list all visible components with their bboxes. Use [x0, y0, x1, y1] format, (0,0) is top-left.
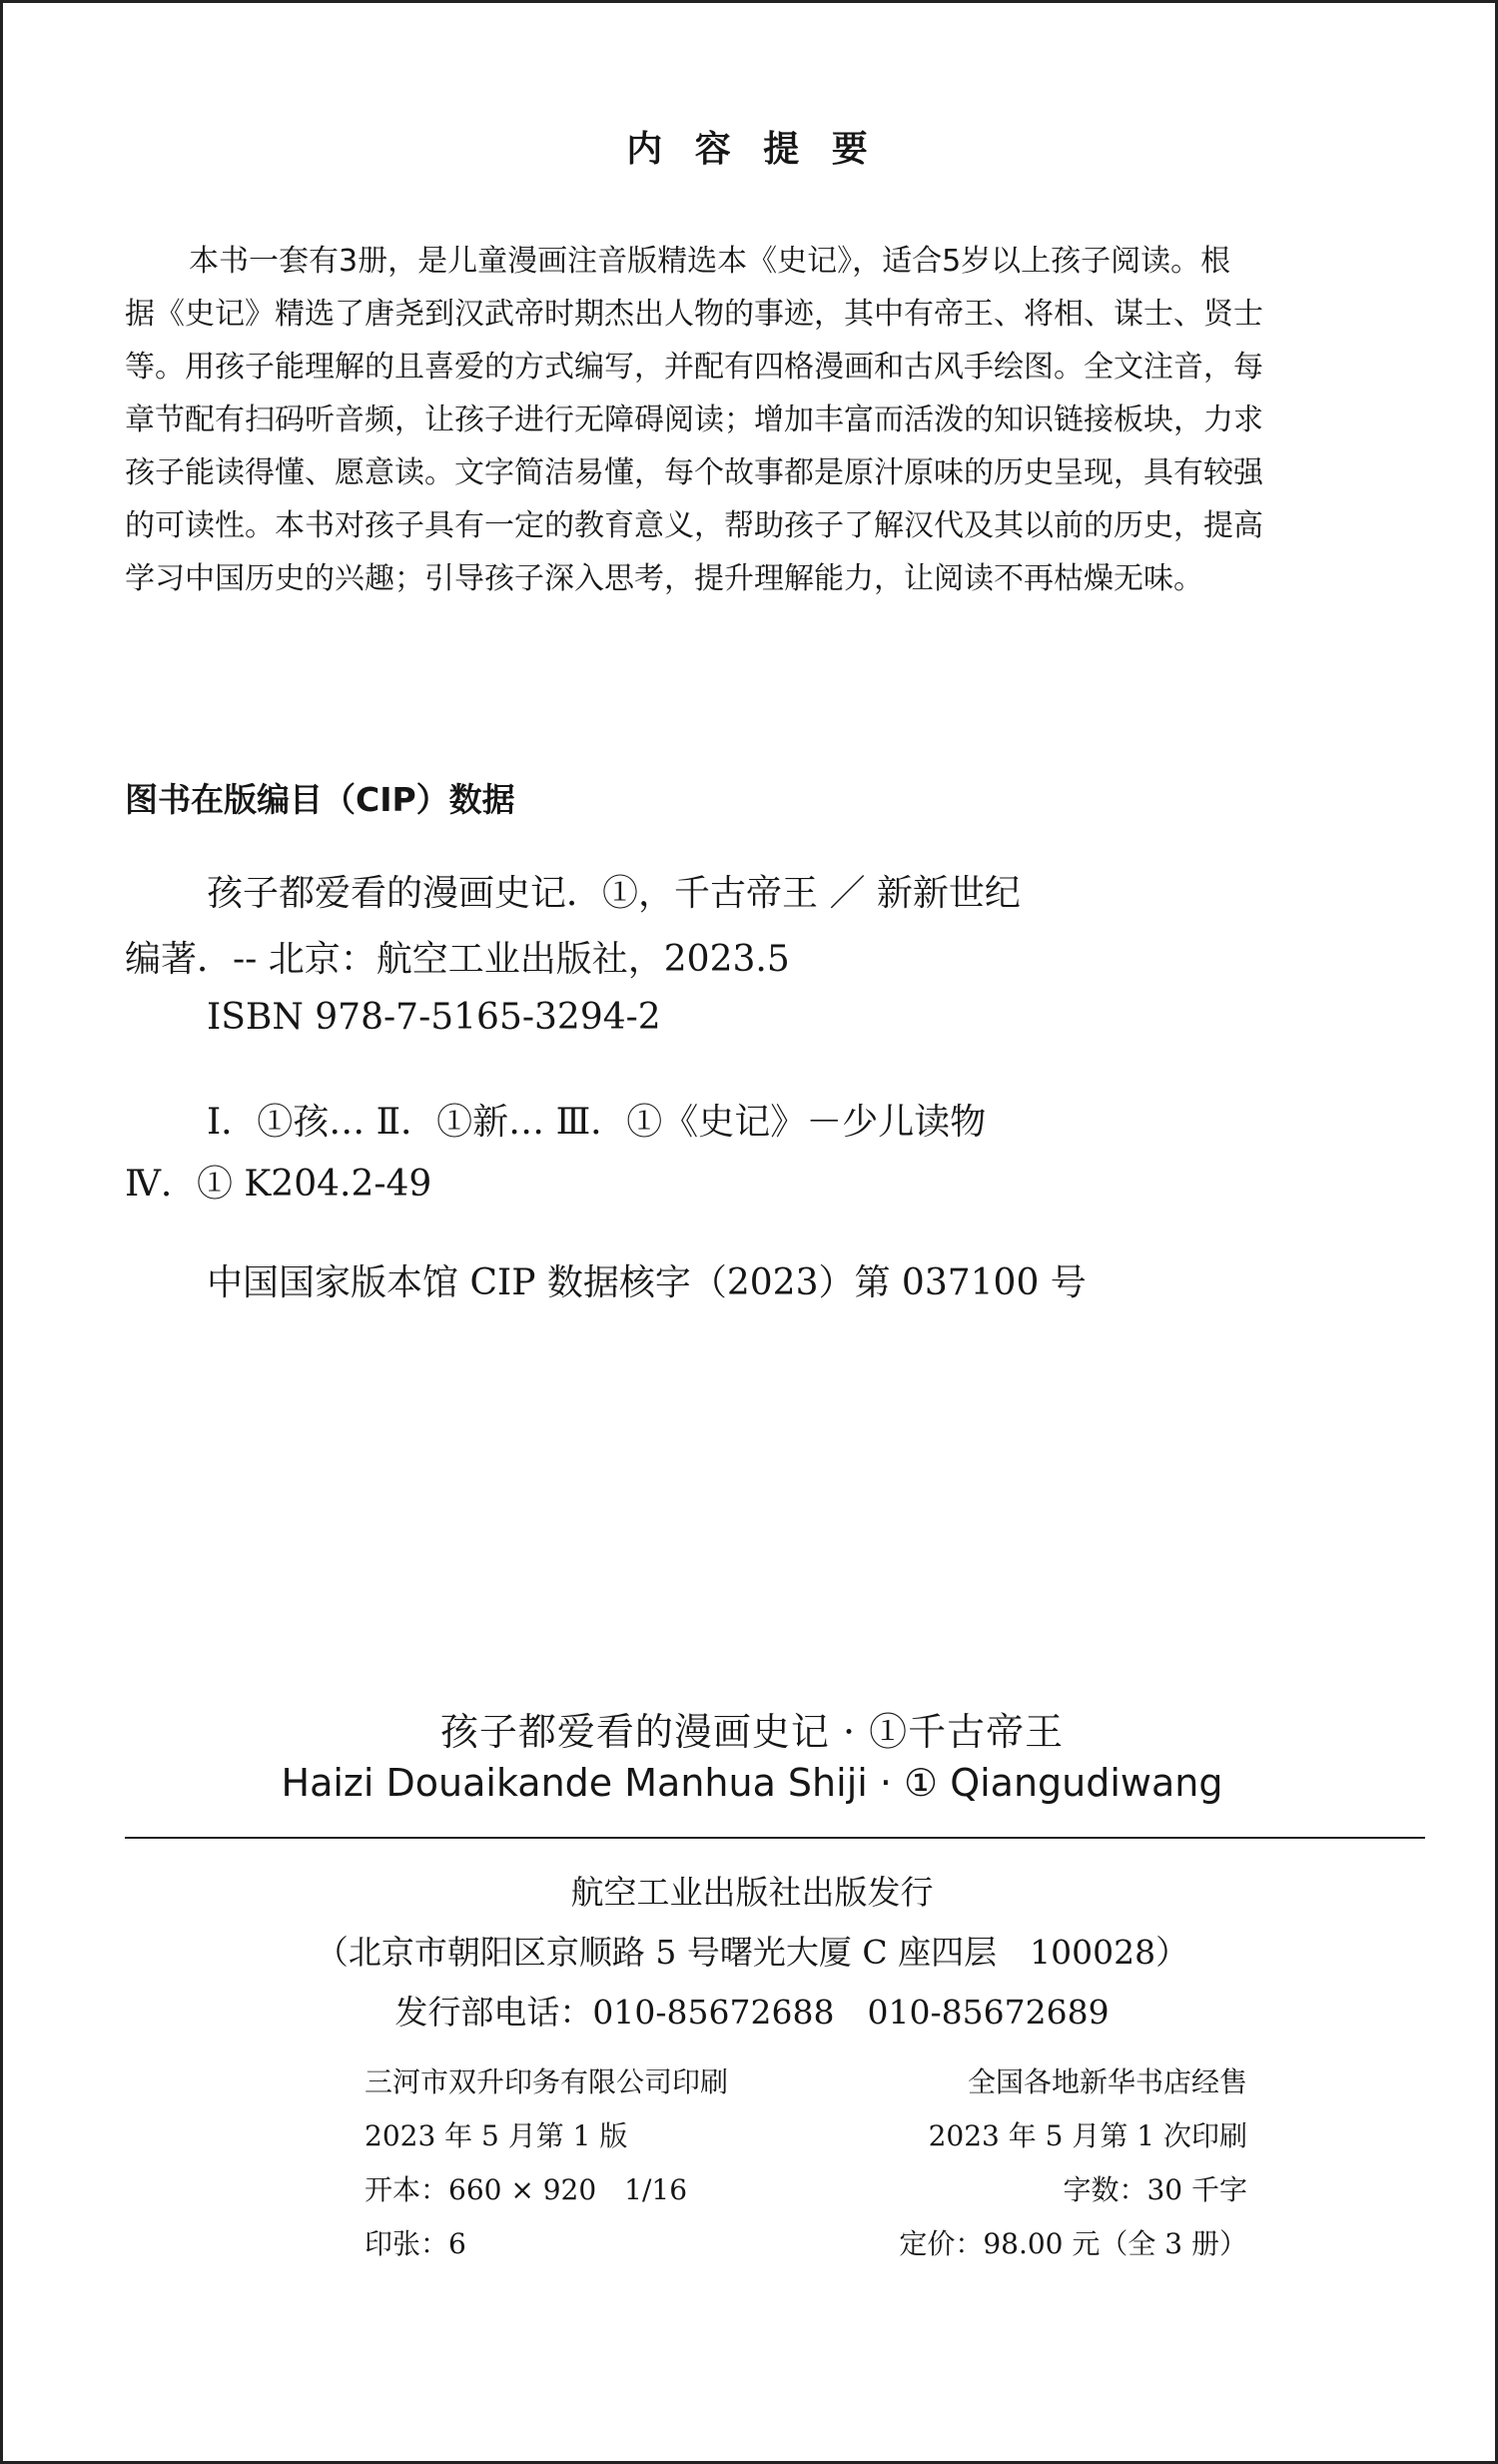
printing: 2023 年 5 月第 1 次印刷 [928, 2119, 1247, 2152]
cip-title-line: 编著．-- 北京：航空工业出版社，2023.5 [125, 939, 790, 980]
summary-line: 据《史记》精选了唐尧到汉武帝时期杰出人物的事迹，其中有帝王、将相、谋士、贤士 [125, 297, 1263, 332]
printer: 三河市双升印务有限公司印刷 [365, 2065, 729, 2098]
summary-body [125, 235, 1423, 605]
book-title-pinyin: Haizi Douaikande Manhua Shiji · ① Qiangudiwang [281, 1761, 1223, 1805]
word-count: 字数：30 千字 [1063, 2173, 1247, 2206]
seller: 全国各地新华书店经售 [967, 2065, 1247, 2098]
printed-sheets: 印张：6 [365, 2227, 466, 2260]
publisher-address: （北京市朝阳区京顺路 5 号曙光大厦 C 座四层 100028） [315, 1933, 1189, 1972]
cip-isbn: ISBN 978-7-5165-3294-2 [207, 997, 661, 1038]
summary-line: 的可读性。本书对孩子具有一定的教育意义，帮助孩子了解汉代及其以前的历史，提高 [125, 508, 1263, 543]
summary-heading: 内 容 提 要 [626, 129, 878, 170]
summary-line: 孩子能读得懂、愿意读。文字简洁易懂，每个故事都是原汁原味的历史呈现，具有较强 [125, 455, 1263, 490]
summary-line: 章节配有扫码听音频，让孩子进行无障碍阅读；增加丰富而活泼的知识链接板块，力求 [125, 403, 1263, 437]
cip-classification: Ⅳ．① K204.2-49 [125, 1164, 432, 1205]
cip-record-number: 中国国家版本馆 CIP 数据核字（2023）第 037100 号 [207, 1262, 1087, 1303]
book-title-chinese: 孩子都爱看的漫画史记 · ①千古帝王 [439, 1710, 1065, 1754]
price: 定价：98.00 元（全 3 册） [899, 2227, 1247, 2260]
cip-title-line: 孩子都爱看的漫画史记．①，千古帝王 ／ 新新世纪 [207, 873, 1021, 914]
publisher-phone: 发行部电话：010-85672688 010-85672689 [394, 1993, 1110, 2032]
edition: 2023 年 5 月第 1 版 [365, 2119, 628, 2152]
format: 开本：660 × 920 1/16 [365, 2173, 688, 2206]
summary-line: 学习中国历史的兴趣；引导孩子深入思考，提升理解能力，让阅读不再枯燥无味。 [125, 561, 1203, 596]
divider-line [125, 1837, 1425, 1839]
summary-line: 等。用孩子能理解的且喜爱的方式编写，并配有四格漫画和古风手绘图。全文注音，每 [125, 350, 1263, 385]
cip-classification: Ⅰ．①孩… Ⅱ．①新… Ⅲ．①《史记》－少儿读物 [207, 1102, 987, 1143]
summary-line: 本书一套有3册，是儿童漫画注音版精选本《史记》，适合5岁以上孩子阅读。根 [189, 244, 1231, 279]
cip-heading: 图书在版编目（CIP）数据 [125, 780, 515, 819]
publisher-name: 航空工业出版社出版发行 [570, 1873, 934, 1912]
